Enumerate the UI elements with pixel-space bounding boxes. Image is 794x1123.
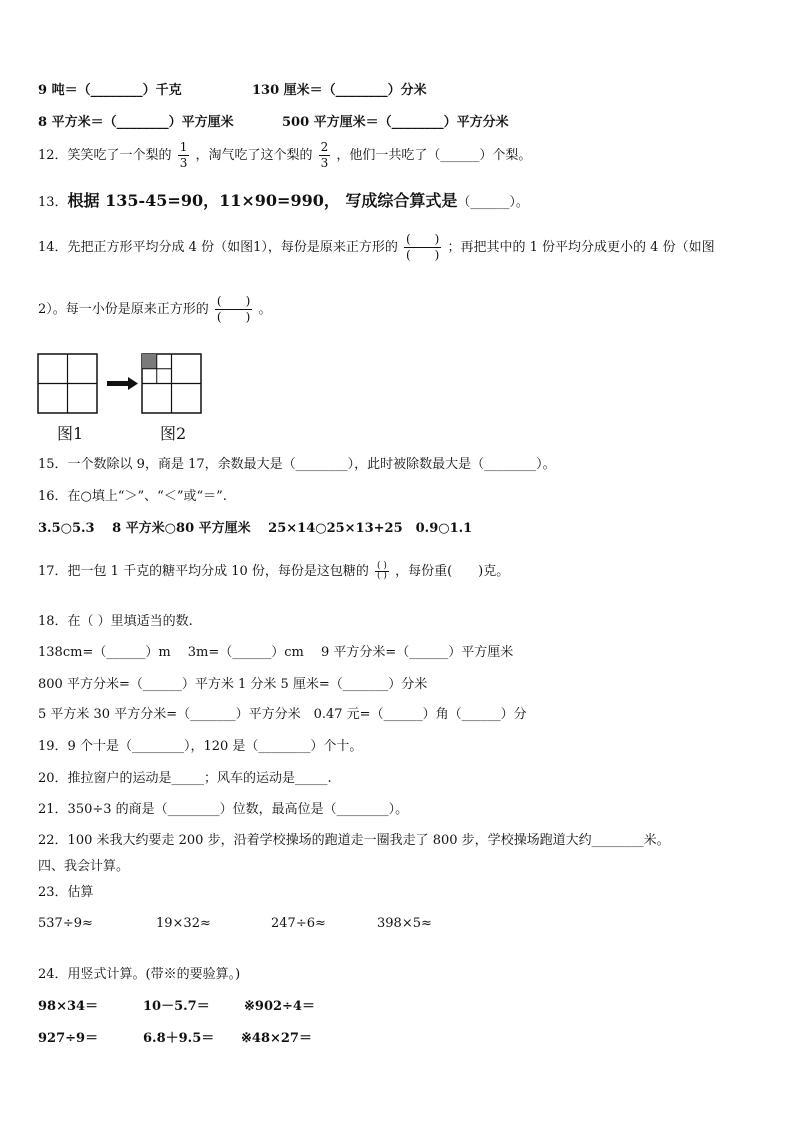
question-18-line-a: 138cm=（______）m 3m=（______）cm 9 平方分米=（______）平方厘米 (38, 645, 514, 660)
figure-2-square (142, 354, 201, 413)
question-12 (38, 140, 531, 171)
question-14-continued (38, 294, 271, 325)
question-18-line-c: 5 平方米 30 平方分米=（_______）平方分米 0.47 元=（______）角（______）分 (38, 707, 527, 722)
q12-text-post: ，他们一共吃了（______）个梨。 (336, 148, 532, 163)
q14-fraction (404, 232, 441, 263)
q13-number: 13． (38, 195, 68, 210)
question-22: 22．100 米我大约要走 200 步，沿着学校操场的跑道走一圈我走了 800 步，学校操场跑道大约________米。 (38, 833, 670, 848)
q23-item-d: 398×5≈ (377, 916, 432, 931)
question-23: 23．估算 (38, 885, 94, 900)
q17-f-num: ( ) (377, 561, 387, 571)
question-16: 16．在○填上“＞”、“＜”或“＝”. (38, 489, 227, 504)
q12-text-mid: ，淘气吃了这个梨的 (195, 148, 313, 163)
q12-fraction-1 (178, 140, 190, 171)
question-20: 20．推拉窗户的运动是_____；风车的运动是_____. (38, 771, 332, 786)
q23-item-c: 247÷6≈ (271, 916, 326, 931)
q24-item-e: 6.8＋9.5＝ (143, 1031, 215, 1046)
q13-blank: （______）。 (457, 195, 529, 210)
q14b-fraction (215, 294, 252, 325)
line-ton-to-kg: 9 吨＝（________）千克 (38, 83, 182, 98)
question-13 (38, 190, 529, 214)
section-4-heading: 四、我会计算。 (38, 859, 130, 874)
q12-f1-den: 3 (179, 156, 188, 170)
q17-text-post: ，每份重( )克。 (395, 564, 510, 579)
q17-fraction (375, 562, 389, 581)
question-21: 21．350÷3 的商是（________）位数，最高位是（________）。 (38, 802, 409, 817)
question-15: 15．一个数除以 9，商是 17，余数最大是（________），此时被除数最大是（________）。 (38, 457, 556, 472)
q23-item-a: 537÷9≈ (38, 916, 93, 931)
arrow-icon (107, 377, 138, 390)
q17-text-pre: 17．把一包 1 千克的糖平均分成 10 份，每份是这包糖的 (38, 564, 369, 579)
q14b-text-post: 。 (258, 302, 272, 317)
q17-f-den: ( ) (377, 571, 387, 581)
q12-f1-num: 1 (179, 140, 188, 154)
line-cm2-to-dm2: 500 平方厘米＝（________）平方分米 (282, 115, 509, 130)
question-24: 24．用竖式计算。(带※的要验算。) (38, 967, 241, 982)
q24-item-c: ※902÷4＝ (244, 999, 315, 1014)
question-18-line-b: 800 平方分米=（______）平方米 1 分米 5 厘米=（_______）分米 (38, 677, 428, 692)
q14b-f-num: ( ) (216, 294, 251, 308)
figure-2-label: 图2 (160, 424, 187, 443)
question-19: 19．9 个十是（________），120 是（________）个十。 (38, 739, 363, 754)
q14b-text-pre: 2）。每一小份是原来正方形的 (38, 302, 209, 317)
q12-f2-num: 2 (320, 140, 329, 154)
q12-text-pre: 12．笑笑吃了一个梨的 (38, 148, 172, 163)
q13-text: 根据 135-45=90，11×90=990， 写成综合算式是 (67, 191, 458, 210)
question-16-items: 3.5○5.3 8 平方米○80 平方厘米 25×14○25×13+25 0.9○1.1 (38, 521, 473, 536)
question-18: 18．在（ ）里填适当的数. (38, 614, 193, 629)
q23-item-b: 19×32≈ (156, 916, 211, 931)
question-17 (38, 562, 509, 581)
figure-squares (36, 352, 206, 416)
q14-f-num: ( ) (406, 232, 440, 246)
q14-f-den: ( ) (406, 248, 440, 262)
line-cm-to-dm: 130 厘米＝（________）分米 (252, 83, 427, 98)
q24-item-d: 927÷9＝ (38, 1031, 99, 1046)
figure-1-square (38, 354, 97, 413)
q24-item-b: 10－5.7＝ (143, 999, 210, 1014)
question-14 (38, 232, 715, 263)
q14b-f-den: ( ) (216, 310, 251, 324)
q12-fraction-2 (319, 140, 331, 171)
q24-item-f: ※48×27＝ (241, 1031, 312, 1046)
q24-item-a: 98×34＝ (38, 999, 99, 1014)
figure-1-label: 图1 (57, 424, 84, 443)
q12-f2-den: 3 (320, 156, 329, 170)
line-m2-to-cm2: 8 平方米＝（________）平方厘米 (38, 115, 234, 130)
q14-text-pre: 14．先把正方形平均分成 4 份（如图1），每份是原来正方形的 (38, 240, 398, 255)
q14-text-post: ；再把其中的 1 份平均分成更小的 4 份（如图 (447, 240, 715, 255)
